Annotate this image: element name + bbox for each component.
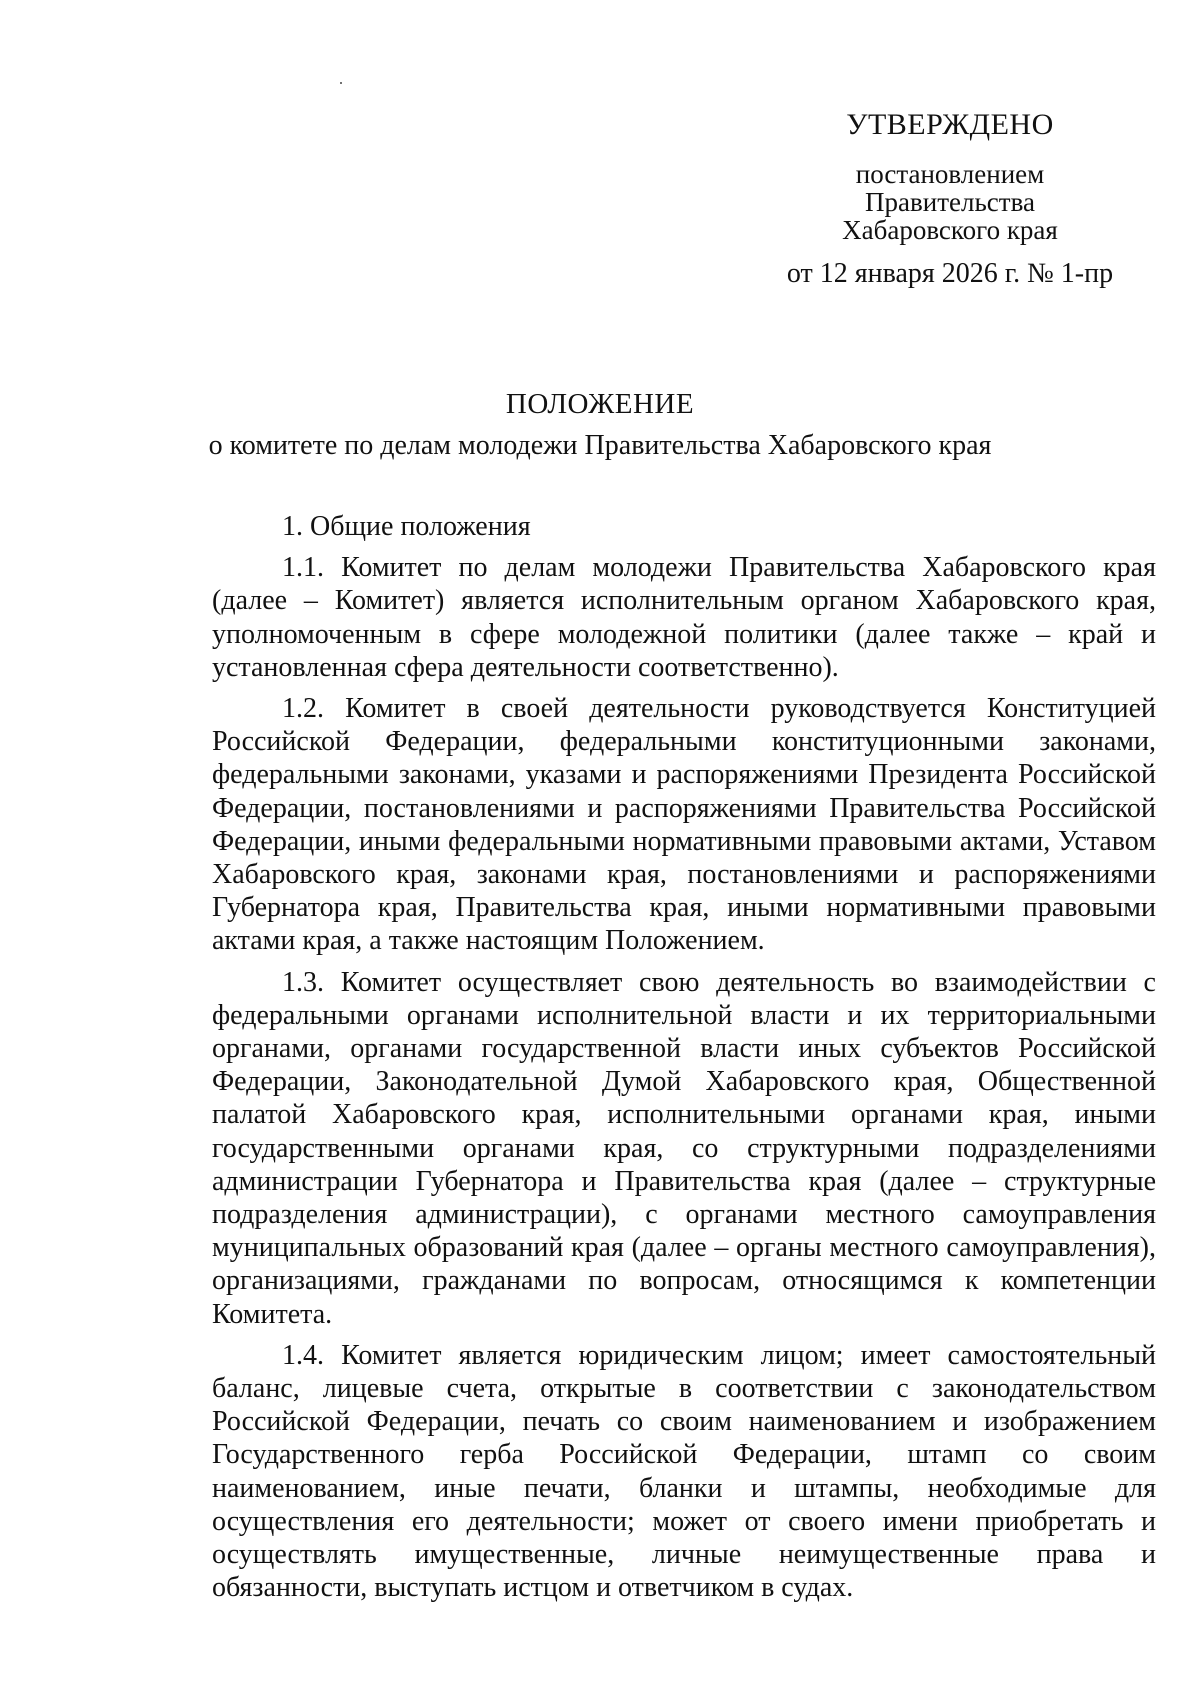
section-heading: 1. Общие положения	[282, 511, 531, 542]
paragraph-1-2: 1.2. Комитет в своей деятельности руководствуется Конституцией Российской Федерации, федеральными конституционными законами, федеральными законами, указами и распоряжениями Президента Российской Федерации, постановлениями и распоряжениями Правительства Российской Федерации, иными федеральными нормативными правовыми актами, Уставом Хабаровского края, законами края, постановлениями и распоряжениями Губернатора края, Правительства края, иными нормативными правовыми актами края, а также настоящим Положением.	[212, 693, 1156, 957]
approval-line-1: постановлением	[855, 159, 1045, 189]
paragraph-1-1: 1.1. Комитет по делам молодежи Правительства Хабаровского края (далее – Комитет) является исполнительным органом Хабаровского края, уполномоченным в сфере молодежной политики (далее также – край и установленная сфера деятельности соответственно).	[212, 552, 1156, 683]
approval-line-3: Хабаровского края	[842, 215, 1058, 245]
scan-speck	[340, 82, 342, 84]
approval-heading: УТВЕРЖДЕНО	[846, 108, 1054, 141]
approval-line-2: Правительства	[865, 187, 1035, 217]
document-title: ПОЛОЖЕНИЕ	[505, 388, 695, 420]
document-subtitle: о комитете по делам молодежи Правительства Хабаровского края	[208, 430, 992, 461]
paragraph-1-3: 1.3. Комитет осуществляет свою деятельность во взаимодействии с федеральными органами исполнительной власти и их территориальными органами, органами государственной власти иных субъектов Российской Федерации, Законодательной Думой Хабаровского края, Общественной палатой Хабаровского края, исполнительными органами края, иными государственными органами края, со структурными подразделениями администрации Губернатора и Правительства края (далее – структурные подразделения администрации), с органами местного самоуправления муниципальных образований края (далее – органы местного самоуправления), организациями, гражданами по вопросам, относящимся к компетенции Комитета.	[212, 966, 1156, 1330]
document-body	[212, 510, 1156, 1613]
approval-stamp	[780, 108, 1120, 290]
paragraph-1-4: 1.4. Комитет является юридическим лицом; имеет самостоятельный баланс, лицевые счета, открытые в соответствии с законодательством Российской Федерации, печать со своим наименованием и изображением Государственного герба Российской Федерации, штамп со своим наименованием, иные печати, бланки и штампы, необходимые для осуществления его деятельности; может от своего имени приобретать и осуществлять имущественные, личные неимущественные права и обязанности, выступать истцом и ответчиком в судах.	[212, 1339, 1156, 1604]
approval-date: от 12 января 2026 г. № 1-пр	[786, 258, 1114, 289]
